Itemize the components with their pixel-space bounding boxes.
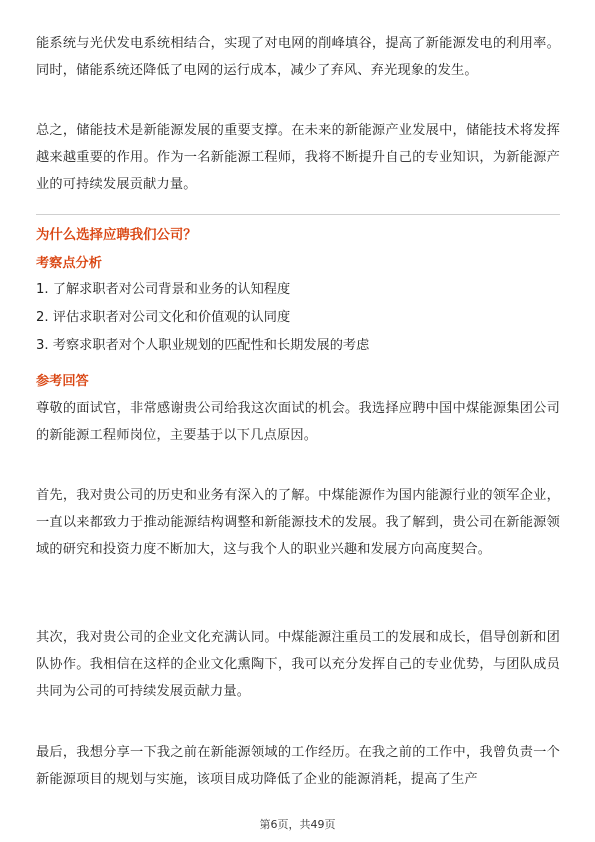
answer-paragraph: 尊敬的面试官，非常感谢贵公司给我这次面试的机会。我选择应聘中国中煤能源集团公司的新能源工程师岗位，主要基于以下几点原因。	[36, 401, 560, 443]
page-number: 第6页，共49页	[259, 818, 336, 831]
analysis-item: 2. 评估求职者对公司文化和价值观的认同度	[36, 310, 291, 325]
section-divider	[36, 214, 560, 215]
answer-heading: 参考回答	[36, 374, 89, 389]
analysis-heading: 考察点分析	[36, 256, 102, 271]
answer-paragraph: 其次，我对贵公司的企业文化充满认同。中煤能源注重员工的发展和成长，倡导创新和团队协作。我相信在这样的企业文化熏陶下，我可以充分发挥自己的专业优势，与团队成员共同为公司的可持续发展贡献力量。	[36, 630, 560, 699]
answer-paragraph: 最后，我想分享一下我之前在新能源领域的工作经历。在我之前的工作中，我曾负责一个新能源项目的规划与实施，该项目成功降低了企业的能源消耗，提高了生产	[36, 745, 560, 787]
answer-paragraph: 首先，我对贵公司的历史和业务有深入的了解。中煤能源作为国内能源行业的领军企业，一直以来都致力于推动能源结构调整和新能源技术的发展。我了解到，贵公司在新能源领域的研究和投资力度不断加大，这与我个人的职业兴趣和发展方向高度契合。	[36, 488, 560, 557]
analysis-item: 1. 了解求职者对公司背景和业务的认知程度	[36, 282, 291, 297]
analysis-item: 3. 考察求职者对个人职业规划的匹配性和长期发展的考虑	[36, 338, 370, 353]
question-title: 为什么选择应聘我们公司？	[36, 228, 197, 243]
body-paragraph: 总之，储能技术是新能源发展的重要支撑。在未来的新能源产业发展中，储能技术将发挥越来越重要的作用。作为一名新能源工程师，我将不断提升自己的专业知识，为新能源产业的可持续发展贡献力量。	[36, 123, 560, 192]
body-paragraph: 能系统与光伏发电系统相结合，实现了对电网的削峰填谷，提高了新能源发电的利用率。同时，储能系统还降低了电网的运行成本，减少了弃风、弃光现象的发生。	[36, 36, 560, 78]
